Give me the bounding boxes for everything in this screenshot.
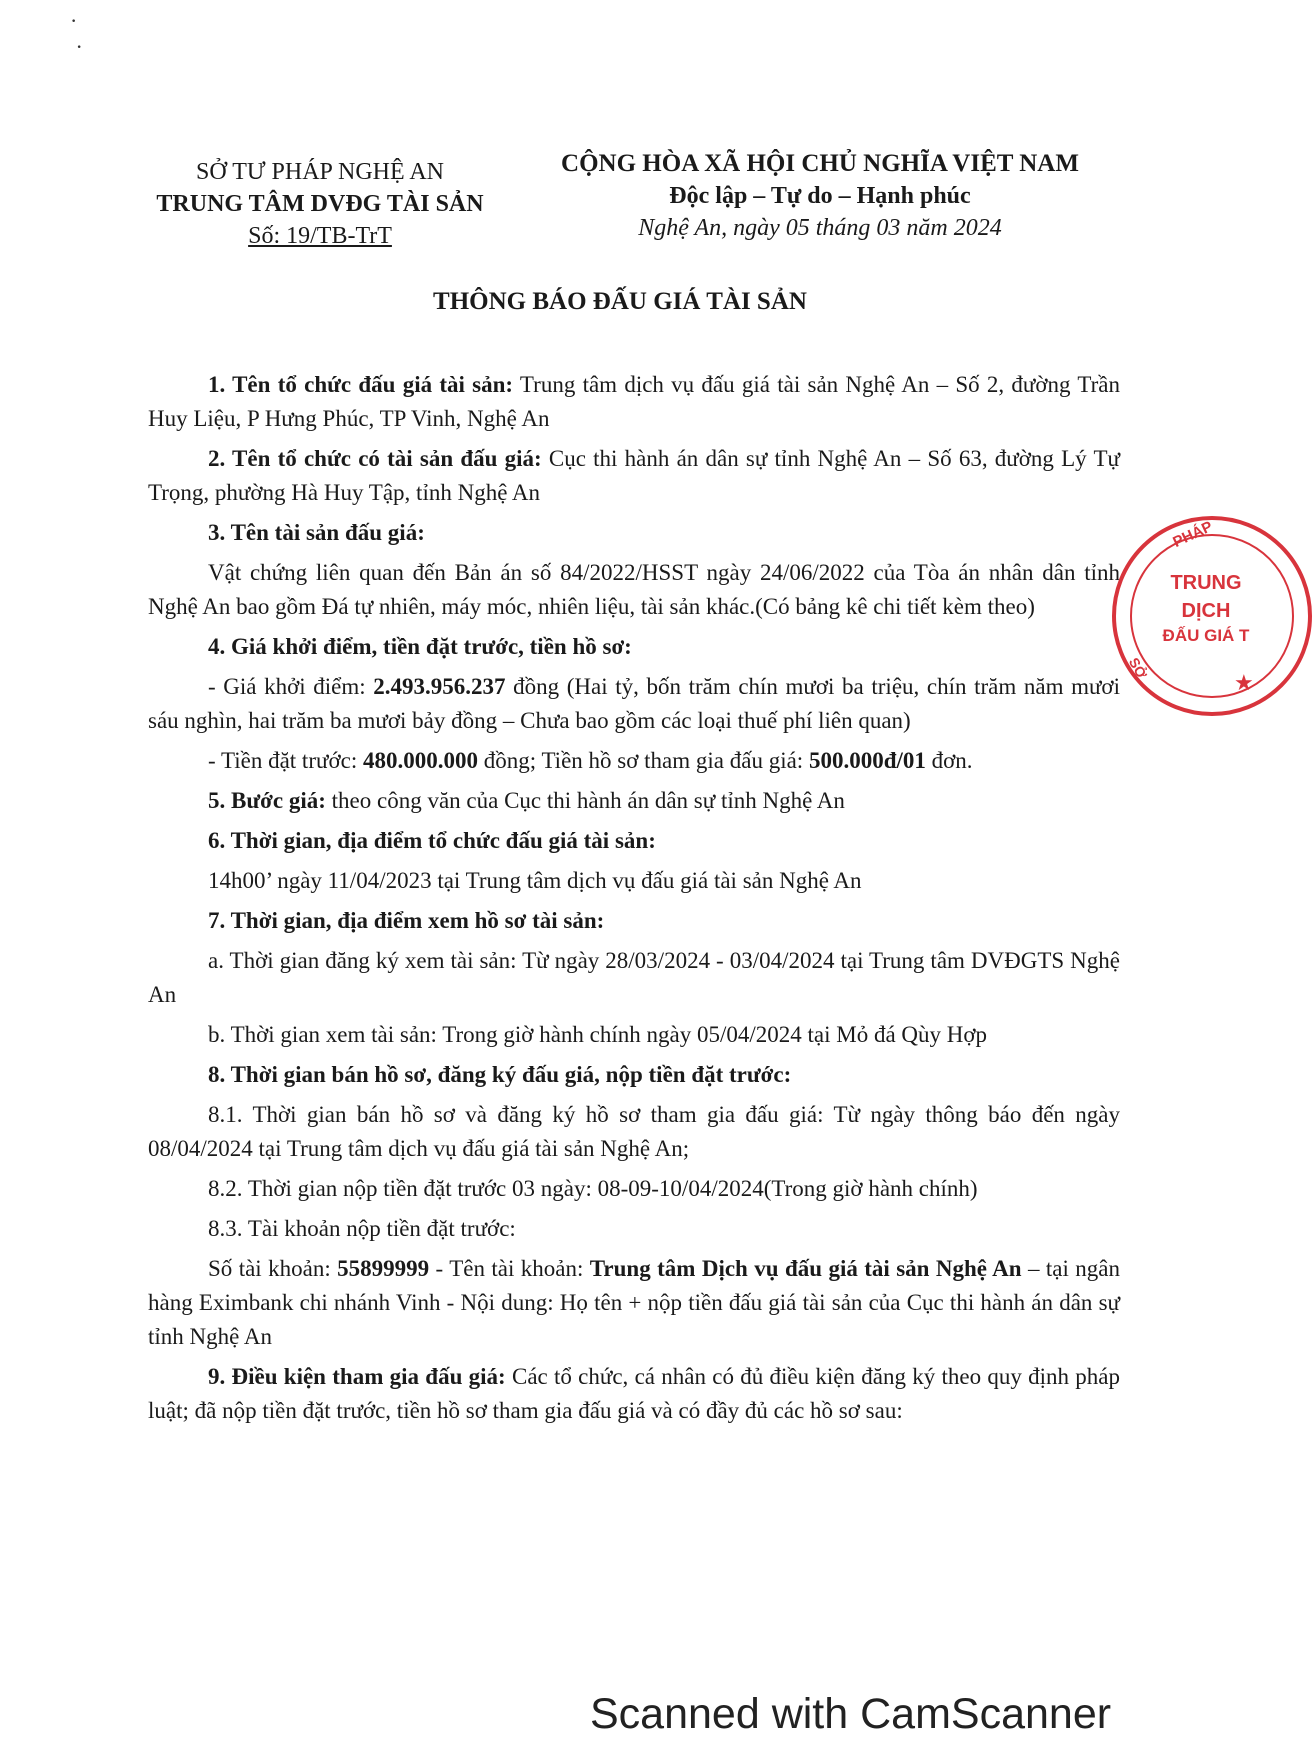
section-9-text: Các tổ chức, cá nhân có đủ điều kiện đăng ký theo quy định pháp luật; đã nộp tiền đặt trước, tiền hồ sơ tham gia đấu giá và có đầy đủ các hồ sơ sau: [148,1364,1120,1423]
section-5-label: 5. Bước giá: [208,788,326,813]
section-2 [148,442,1120,510]
section-7-label: 7. Thời gian, địa điểm xem hồ sơ tài sản: [208,908,605,933]
starting-price-value: 2.493.956.237 [373,674,506,699]
org-parent: SỞ TƯ PHÁP NGHỆ AN [196,159,444,185]
section-8-1: 8.1. Thời gian bán hồ sơ và đăng ký hồ sơ tham gia đấu giá: Từ ngày thông báo đến ngày 08/04/2024 tại Trung tâm dịch vụ đấu giá tài sản Nghệ An; [148,1102,1120,1161]
section-7 [148,904,1120,938]
starting-price-prefix: - Giá khởi điểm: [208,674,374,699]
section-8-3: 8.3. Tài khoản nộp tiền đặt trước: [208,1216,516,1241]
deposit-prefix: - Tiền đặt trước: [208,748,363,773]
document-number: Số: 19/TB-TrT [248,223,392,249]
section-1-text: Trung tâm dịch vụ đấu giá tài sản Nghệ An – Số 2, đường Trần Huy Liệu, P Hưng Phúc, TP Vinh, Nghệ An [148,372,1120,431]
section-7-a: a. Thời gian đăng ký xem tài sản: Từ ngày 28/03/2024 - 03/04/2024 tại Trung tâm DVĐGTS Nghệ An [148,948,1120,1007]
account-number: 55899999 [337,1256,430,1281]
account-name: Trung tâm Dịch vụ đấu giá tài sản Nghệ An [589,1256,1022,1281]
account-mid: - Tên tài khoản: [429,1256,590,1281]
account-prefix: Số tài khoản: [208,1256,338,1281]
section-4-label: 4. Giá khởi điểm, tiền đặt trước, tiền hồ sơ: [208,634,632,659]
country-name: CỘNG HÒA XÃ HỘI CHỦ NGHĨA VIỆT NAM [561,150,1079,177]
section-1 [148,368,1120,436]
section-7-b: b. Thời gian xem tài sản: Trong giờ hành chính ngày 05/04/2024 tại Mỏ đá Qùy Hợp [208,1022,988,1047]
section-8 [148,1058,1120,1092]
org-name: TRUNG TÂM DVĐG TÀI SẢN [156,191,484,217]
section-4 [148,630,1120,664]
document-body [148,368,1120,1434]
section-8-2: 8.2. Thời gian nộp tiền đặt trước 03 ngày: 08-09-10/04/2024(Trong giờ hành chính) [208,1176,978,1201]
section-3-text: Vật chứng liên quan đến Bản án số 84/2022/HSST ngày 24/06/2022 của Tòa án nhân dân tỉnh Nghệ An bao gồm Đá tự nhiên, máy móc, nhiên liệu, tài sản khác.(Có bảng kê chi tiết kèm theo) [148,560,1120,619]
national-motto: Độc lập – Tự do – Hạnh phúc [669,183,971,209]
section-2-text: Cục thi hành án dân sự tỉnh Nghệ An – Số 63, đường Lý Tự Trọng, phường Hà Huy Tập, tỉnh Nghệ An [148,446,1120,505]
deposit-value: 480.000.000 [362,748,478,773]
starting-price-text: đồng (Hai tỷ, bốn trăm chín mươi ba triệu, chín trăm năm mươi sáu nghìn, hai trăm ba mươi bảy đồng – Chưa bao gồm các loại thuế phí liên quan) [148,674,1120,733]
document-title: THÔNG BÁO ĐẤU GIÁ TÀI SẢN [433,288,807,315]
starting-price [148,670,1120,738]
section-6-label: 6. Thời gian, địa điểm tổ chức đấu giá tài sản: [208,828,656,853]
bank-account [148,1252,1120,1354]
deposit-mid: đồng; Tiền hồ sơ tham gia đấu giá: [477,748,809,773]
seal-line-3: ĐẤU GIÁ T [1162,626,1250,645]
account-suffix: – tại ngân hàng Eximbank chi nhánh Vinh - Nội dung: Họ tên + nộp tiền đấu giá tài sản của Cục thi hành án dân sự tỉnh Nghệ An [148,1256,1120,1349]
seal-line-1: TRUNG [1170,572,1242,594]
official-seal [1112,516,1312,716]
seal-line-2: DỊCH [1181,600,1231,622]
section-6-text: 14h00’ ngày 11/04/2023 tại Trung tâm dịch vụ đấu giá tài sản Nghệ An [208,868,862,893]
national-header [520,148,1120,244]
seal-star-icon: ★ [1234,670,1254,695]
section-9 [148,1360,1120,1428]
scan-speck-marks: · · [70,8,83,59]
seal-top-text: PHÁP [1170,517,1216,552]
section-3 [148,516,1120,550]
scanner-watermark: Scanned with CamScanner [590,1690,1112,1738]
deposit-suffix: đơn. [925,748,973,773]
section-8-label: 8. Thời gian bán hồ sơ, đăng ký đấu giá, nộp tiền đặt trước: [208,1062,792,1087]
issuer-header [140,156,500,252]
place-date: Nghệ An, ngày 05 tháng 03 năm 2024 [638,215,1002,241]
section-3-label: 3. Tên tài sản đấu giá: [208,520,425,545]
section-6 [148,824,1120,858]
deposit-fee [148,744,1120,778]
section-1-label: 1. Tên tổ chức đấu giá tài sản: [208,372,514,397]
section-2-label: 2. Tên tổ chức có tài sản đấu giá: [208,446,542,471]
section-5-text: theo công văn của Cục thi hành án dân sự tỉnh Nghệ An [325,788,845,813]
section-9-label: 9. Điều kiện tham gia đấu giá: [208,1364,506,1389]
seal-side-text: SỞ [1125,654,1151,682]
section-5 [148,784,1120,818]
dossier-fee-value: 500.000đ/01 [808,748,926,773]
